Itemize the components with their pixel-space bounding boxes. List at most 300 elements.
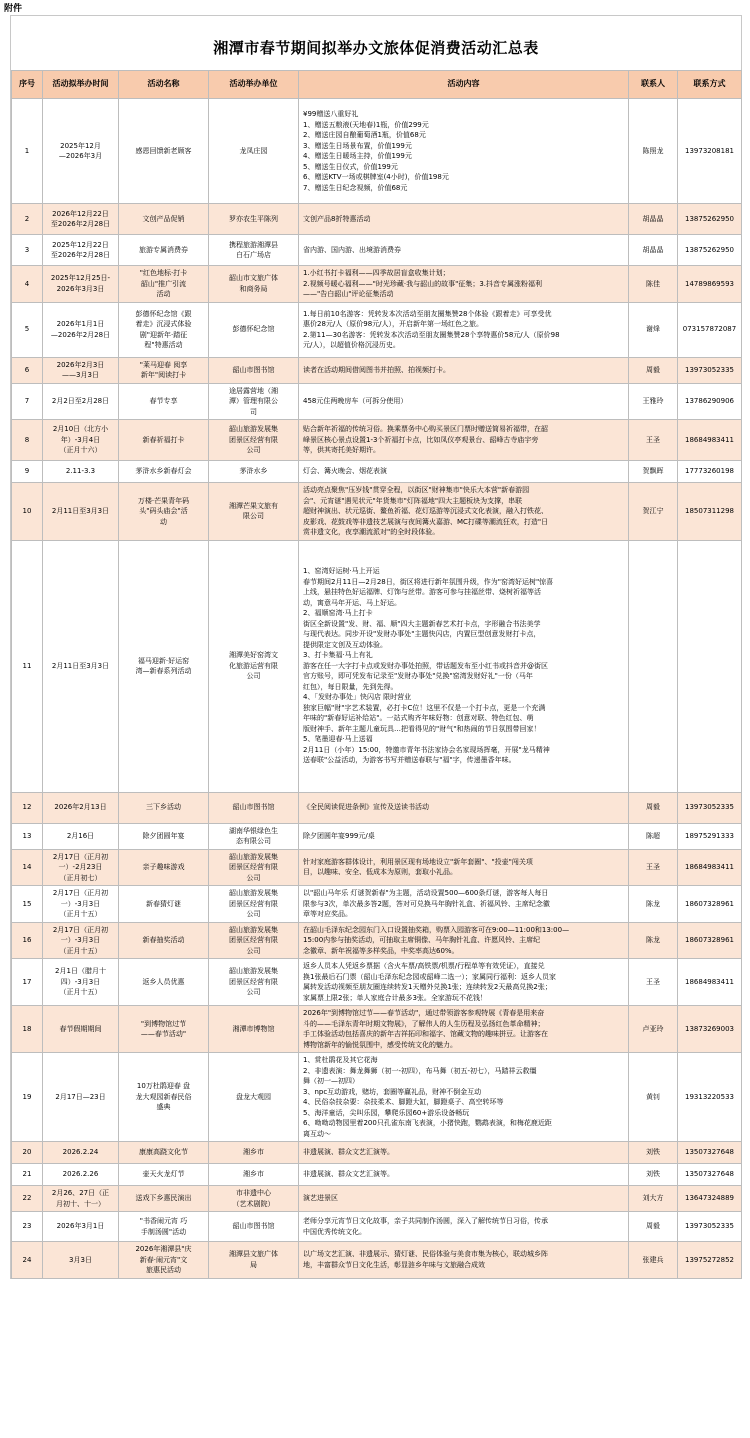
activity-content-line: 以广场文艺汇演、非遗展示、猜灯谜、民俗体验与美食市集为核心，联动城乡阵 [303,1250,548,1259]
activity-content [299,792,629,823]
activity-time [43,483,119,541]
activity-name-line: 盛典 [156,1103,171,1112]
activity-content-line: 演艺进景区 [303,1194,338,1203]
activity-content [299,886,629,923]
activity-name-line: 康康高跷文化节 [139,1148,188,1157]
contact-person: 刘大方 [629,1186,678,1212]
organizer-line: 韶山旅游发展集 [229,889,278,897]
activity-content-line: 游客在任一大字打卡点或发财办事处拍照，带话题发布至小红书或抖音并@街区 [303,661,548,670]
activity-content-line: 《全民阅读促进条例》宣传及送读书活动 [303,803,429,812]
activity-name-line: 头"码头庙会"活 [139,507,188,515]
activity-time-line: 春节假期期间 [59,1024,102,1033]
table-row [12,302,742,357]
activity-name [119,357,209,383]
col-header-content: 活动内容 [299,71,629,99]
row-number: 15 [12,886,43,923]
row-number: 17 [12,959,43,1006]
activity-time [43,959,119,1006]
contact-phone [678,540,742,792]
activity-name [119,420,209,461]
activity-content-line: 提供限定文创及互动体验。 [303,640,387,649]
row-number: 16 [12,922,43,959]
row-number: 19 [12,1053,43,1142]
activity-content [299,204,629,235]
activity-time-line: （正月十五） [59,946,102,955]
activity-time [43,1053,119,1142]
organizer-line: 公司 [246,910,261,918]
contact-phone: 18607328961 [678,886,742,923]
activity-content [299,383,629,420]
organizer [209,1053,299,1142]
activity-content-line: 返乡人员本人凭返乡票据（含火车票/高铁票/机票/行程单等有效凭证），直接兑 [303,962,545,970]
organizer-line: 公司 [246,946,261,955]
organizer-line: 公司 [246,873,261,882]
organizer-line: 局 [250,1260,257,1269]
contact-phone: 19313220533 [678,1053,742,1142]
activity-content-line: 舞（初一—初四） [303,1077,359,1085]
contact-person: 陈佳 [629,266,678,303]
contact-phone: 13873269003 [678,1006,742,1053]
organizer [209,235,299,266]
organizer-line: 白石广场店 [236,251,271,259]
col-header-contact: 联系人 [629,71,678,99]
table-row [12,1164,742,1186]
activity-name-line: 除夕团圆年宴 [142,831,185,840]
organizer-line: 公司 [246,988,261,997]
organizer [209,540,299,792]
activity-name-line: 旅游专属消费券 [139,245,188,254]
activity-time-line: 2025年12月25日- [50,274,111,283]
contact-phone: 13507327648 [678,1142,742,1164]
activity-name-line: 活动 [156,290,171,298]
activity-name [119,540,209,792]
organizer [209,99,299,204]
contact-phone: 18684983411 [678,420,742,461]
contact-person: 谢烽 [629,302,678,357]
organizer-line: 态有限公司 [236,837,271,845]
activity-name [119,1212,209,1242]
activity-content-line: 在韶山毛泽东纪念园东门入口设置抽奖箱，购票入园游客可在9:00—11:00和13:00— [303,925,570,934]
table-row [12,461,742,483]
activity-content-line: ——"告白韶山"评论征集活动 [303,290,394,298]
activity-time [43,1242,119,1279]
activity-content-line: 超财神演出、状元巡街、鳌鱼祈福、花灯巡游等沉浸式文化表演，融入打铁花、 [303,507,548,515]
activity-name-line: 程"特惠活动 [144,341,183,349]
activity-content-line: 5、海洋童话，尖叫乐园，攀爬乐园60+游乐设备畅玩 [303,1108,470,1117]
activity-content-line: 版财神手、新年主题儿童玩具…把看得见的"财气"和热闹的节日氛围带回家！ [303,724,541,733]
activity-content-line: 6、赠送KTV一场或棋牌室(4小时)，价值198元 [303,173,449,181]
activity-content-line: 2月11日（小年）15:00，特邀市青年书法家协会名家现场挥毫，开展"龙马精神 [303,745,550,754]
activity-content-line: 上线，悬挂特色好运福牌、灯饰与丝带。游客可参与挂福丝带、烧树祈福等活 [303,588,541,597]
organizer-line: 团景区经营有限 [229,435,278,444]
contact-phone: 073157872087 [678,302,742,357]
row-number: 2 [12,204,43,235]
activity-name [119,302,209,357]
activity-name-line: 壶天火龙灯节 [142,1170,185,1179]
activity-name [119,99,209,204]
activity-time-line: 2026.2.26 [62,1170,99,1179]
activity-content-line: 官方账号，即可凭发布记录至"发财办事处"兑换"窑湾发财好礼"一份（马年 [303,672,533,681]
contact-person: 周毅 [629,792,678,823]
contact-person: 陈照龙 [629,99,678,204]
activity-content-line: 峰景区核心景点设置1-3个祈福打卡点，比如凤仪亭观景台、韶峰古寺庙宇旁 [303,435,539,444]
organizer-line: 司 [250,407,257,416]
organizer [209,1212,299,1242]
organizer-line: 韶山旅游发展集 [229,425,278,434]
table-row [12,849,742,886]
organizer-line: 途居露营地（湘 [229,386,278,395]
activity-time [43,1142,119,1164]
row-number: 13 [12,823,43,849]
contact-person: 陈龙 [629,922,678,959]
activity-time [43,420,119,461]
activity-content-line: 家属票上限2张；单人家庭合计最多3张。全家游玩不花钱！ [303,993,487,1002]
activity-name-line: 亲子趣味游戏 [142,863,185,871]
organizer-line: 市非遗中心 [236,1189,271,1197]
contact-person: 周毅 [629,1212,678,1242]
activity-content [299,302,629,357]
activity-time [43,886,119,923]
activity-name-line: 新春抽奖活动 [142,936,185,944]
table-row [12,1053,742,1142]
row-number: 12 [12,792,43,823]
contact-person: 陈超 [629,823,678,849]
activity-content-line: 灯会、篝火晚会、烟花表演 [303,467,387,476]
activity-time-line: 至2026年2月28日 [50,251,111,259]
activity-time-line: （正月十六） [59,446,102,455]
organizer-line: 公司 [246,672,261,681]
row-number: 22 [12,1186,43,1212]
organizer-line: 彭德怀纪念馆 [232,325,275,334]
organizer [209,1164,299,1186]
organizer-line: 韶山市图书馆 [232,803,275,812]
activity-content-line: 属转发活动视频至朋友圈连续转发1天赠外兑换1张；连续转发2天最高兑换2张； [303,983,552,991]
activity-time-line: ——3月3日 [62,371,99,379]
organizer [209,922,299,959]
activity-content [299,1164,629,1186]
activity-name-line: 彭德怀纪念馆《跟 [135,309,192,318]
activity-time [43,922,119,959]
activity-content [299,99,629,204]
contact-phone: 13973052335 [678,792,742,823]
row-number: 23 [12,1212,43,1242]
activity-content-line: 2、赠送庄园自酿葡萄酒1瓶，价值68元 [303,131,426,139]
table-row [12,959,742,1006]
activity-content-line: 与现代表达。同步开设"发财办事处"主题快闪店，内置巨型创意发财打卡点， [303,630,541,639]
activity-time-line: 2026年3月1日 [56,1222,105,1231]
activity-content-line: 1.每日前10名游客：凭转发本次活动至朋友圈集赞28个体验《跟着走》可享受优 [303,309,552,318]
activity-time-line: 2月10日（北方小 [52,425,109,434]
activity-content [299,1242,629,1279]
activity-content-line: 5、笔墨迎春·马上送福 [303,735,373,744]
activity-content [299,235,629,266]
activity-name-line: 福马迎新·好运窑 [137,656,190,665]
contact-phone: 18684983411 [678,849,742,886]
activity-time [43,792,119,823]
table-row [12,99,742,204]
activity-time-line: 2026年3月3日 [56,284,105,293]
activity-time [43,823,119,849]
activity-content [299,357,629,383]
contact-phone: 13973208181 [678,99,742,204]
organizer-line: 化旅游运营有限 [229,661,278,670]
activity-time-line: 四）-3月3日 [60,977,101,986]
activity-content-line: 非遗展演、群众文艺汇演等。 [303,1148,394,1157]
activity-content-line: 贴合新年祈福的传统习俗。换乘票务中心购买景区门票时赠送简易祈福带，在韶 [303,425,548,434]
activity-content [299,1186,629,1212]
activity-content-line: 念徽章、新年祝福等多样奖品，中奖率高达60%。 [303,946,459,955]
activity-content-line: 2.第11—30名游客：凭转发本次活动至朋友圈集赞28个享特惠价58元/人（原价98 [303,330,560,339]
contact-person: 胡晶晶 [629,235,678,266]
contact-person: 王圣 [629,959,678,1006]
organizer-line: 韶山旅游发展集 [229,925,278,934]
activity-time [43,266,119,303]
activity-name-line: 龙大观园新春民俗 [135,1092,192,1101]
contact-phone: 18507311298 [678,483,742,541]
summary-sheet [10,15,742,1279]
activity-time-line: 2月26、27日（正 [51,1189,110,1197]
activity-content-line: 1、赏杜鹃花及其它花海 [303,1056,378,1064]
table-row [12,823,742,849]
row-number: 6 [12,357,43,383]
contact-phone: 18975291333 [678,823,742,849]
activity-name [119,383,209,420]
row-number: 18 [12,1006,43,1053]
activity-content-line: 2026年"到博物馆过节——春节活动"，通过带领游客参观特展《青春是用来奋 [303,1009,545,1017]
activity-name-line: ——春节活动" [140,1030,187,1038]
table-row [12,1212,742,1242]
activity-name-line: 新春·闹元宵"文 [139,1255,188,1264]
row-number: 7 [12,383,43,420]
organizer [209,823,299,849]
organizer-line: 湘乡市 [243,1148,264,1157]
activity-name-line: 新春祈福打卡 [142,435,185,444]
col-header-time: 活动拟举办时间 [43,71,119,99]
activity-time-line: 2026年2月13日 [54,803,107,812]
activity-content [299,823,629,849]
activity-time-line: （正月十五） [59,910,102,918]
table-row [12,922,742,959]
activity-time-line: 2月17日（正月初 [52,852,109,861]
activity-content-line: 458元住两晚房车（可拆分使用） [303,397,408,405]
table-row [12,1242,742,1279]
table-row [12,383,742,420]
activity-name-line: 旅惠民活动 [146,1266,181,1274]
activity-name [119,922,209,959]
activity-time-line: 2026.2.24 [62,1148,99,1157]
activity-content-line: 5、赠送生日仪式，价值199元 [303,162,398,171]
activity-content-line: 针对家庭游客群体设计，利用景区现有场地设立"新年套圈"、"投壶"闯关项 [303,857,533,866]
activity-name [119,483,209,541]
contact-person [629,540,678,792]
row-number: 3 [12,235,43,266]
activity-content-line: 皮影戏、花鼓戏等非遗技艺展演与夜间篝火嘉游、MC打碟等潮流狂欢，打造"日 [303,517,549,526]
row-number: 5 [12,302,43,357]
activity-content [299,461,629,483]
activity-time [43,1212,119,1242]
row-number: 4 [12,266,43,303]
activity-content-line: 中国优秀传统文化。 [303,1227,366,1236]
table-row [12,1186,742,1212]
activity-time-line: 2026年1月1日 [56,320,105,328]
row-number: 11 [12,540,43,792]
table-row [12,886,742,923]
activity-name [119,235,209,266]
activity-content-line: 3、npc互动游戏，赌坊，套圈等赢礼品，财神不倒金互动 [303,1087,482,1096]
row-number: 20 [12,1142,43,1164]
activity-time-line: 2月1日（腊月十 [55,967,106,976]
activity-content-line: 4、「发财办事处」快闪店 限时营业 [303,693,412,702]
activity-content-line: 1.小红书打卡福利——四季故居盲盒收集计划； [303,269,450,277]
activity-time-line: 2025年12月22日 [52,240,109,249]
activity-content-line: 会"、元宵谜"遇见状元"年货集市"灯阵福地"四大主题板块为支撑，串联 [303,496,523,505]
contact-person: 王圣 [629,420,678,461]
col-header-org: 活动举办单位 [209,71,299,99]
organizer [209,849,299,886]
activity-content [299,1212,629,1242]
activity-content-line: 春节期间2月11日—2月28日，街区将进行新年氛围升级，作为"窑湾好运树"惊喜 [303,577,554,586]
contact-person: 黄钊 [629,1053,678,1142]
activity-content [299,1006,629,1053]
activity-time [43,302,119,357]
activity-name [119,1053,209,1142]
activity-name [119,823,209,849]
contact-person: 刘铁 [629,1142,678,1164]
organizer [209,302,299,357]
activity-name [119,886,209,923]
organizer-line: （艺术剧院） [232,1199,275,1208]
contact-person: 张建兵 [629,1242,678,1279]
contact-phone: 18607328961 [678,922,742,959]
organizer [209,1242,299,1279]
activity-time [43,461,119,483]
activity-content-line: 章等对应奖品。 [303,910,352,918]
row-number: 24 [12,1242,43,1279]
activity-name [119,849,209,886]
activity-table [11,70,742,1279]
activity-content-line: 1、赠送五粮液(天地春)1瓶，价值299元 [303,120,429,129]
table-row [12,235,742,266]
activity-content-line: 年味的"新春好运补给站"。一站式购齐年味好物：创意对联、特色红包、萌 [303,714,534,723]
organizer-line: 韶山市图书馆 [232,365,275,374]
contact-person: 卢亚玲 [629,1006,678,1053]
row-number: 14 [12,849,43,886]
organizer-line: 团景区经营有限 [229,863,278,871]
activity-time-line: 2026年12月22日 [52,209,109,218]
activity-content-line: 等，供其寄托美好期许。 [303,446,380,455]
activity-name-line: 手制汤圆"活动 [140,1227,187,1236]
organizer-line: 团景区经营有限 [229,936,278,944]
organizer-line: 限公司 [243,512,264,521]
contact-phone: 13875262950 [678,235,742,266]
activity-content [299,266,629,303]
activity-time [43,204,119,235]
activity-time [43,849,119,886]
organizer-line: 罗亦农生平陈列 [229,214,278,223]
organizer-line: 团景区经营有限 [229,977,278,986]
row-number: 8 [12,420,43,461]
activity-content-line: 4、赠送生日暖场主持，价值199元 [303,152,412,160]
organizer-line: 湘潭县文旅广体 [229,1250,278,1259]
contact-person: 陈龙 [629,886,678,923]
activity-time-line: —2026年3月 [58,152,103,160]
activity-time-line: 2月2日至2月28日 [51,397,110,405]
activity-time [43,1186,119,1212]
organizer [209,461,299,483]
activity-time-line: 一）-2月23日 [58,863,103,871]
activity-name [119,1186,209,1212]
activity-content-line: 街区全新设置"发、财、福、顺"四大主题新春艺术打卡点，字形融合书法美学 [303,619,541,628]
activity-name-line: "书香闹元宵 巧 [139,1217,188,1225]
activity-time-line: 3月3日 [69,1255,92,1264]
activity-content [299,849,629,886]
activity-name-line: 感恩回馈新老顾客 [135,146,192,155]
organizer-line: 湘潭市博物馆 [232,1024,275,1033]
activity-content-line: 除夕团圆年宴999元/桌 [303,831,375,840]
contact-person: 贺飘晖 [629,461,678,483]
activity-name [119,461,209,483]
activity-content-line: 离互动～ [303,1129,331,1138]
organizer [209,483,299,541]
table-row [12,420,742,461]
activity-time [43,1006,119,1053]
activity-name-line: 送戏下乡惠民演出 [135,1194,192,1203]
organizer [209,383,299,420]
activity-name-line: 文创产品促销 [142,214,185,223]
activity-content [299,922,629,959]
contact-person: 王雅玲 [629,383,678,420]
activity-content-line: 15:00内参与抽奖活动，可抽取主席铜像、马年胸针礼盒、许愿风铃、主席纪 [303,936,541,944]
activity-content-line: 老师分享元宵节日文化故事，亲子共同制作汤圆，深入了解传统节日习俗，传承 [303,1217,548,1225]
activity-content-line: 3、打卡集福·马上有礼 [303,651,373,660]
activity-name-line: "红色地标·打卡 [139,269,188,277]
activity-time [43,235,119,266]
table-row [12,792,742,823]
activity-time-line: 一）-3月3日 [60,899,101,908]
activity-content-line: 博物馆新年的愉悦氛围中，感受传统文化的魅力。 [303,1040,457,1049]
activity-time-line: 2月17日（正月初 [52,925,109,934]
activity-name-line: 2026年湘潭县"庆 [135,1245,192,1253]
activity-name [119,1006,209,1053]
activity-content [299,540,629,792]
organizer-line: 韶山市图书馆 [232,1222,275,1231]
activity-name-line: 万楼·芒果青年码 [137,496,190,505]
organizer [209,266,299,303]
organizer [209,204,299,235]
contact-person: 胡晶晶 [629,204,678,235]
activity-time [43,383,119,420]
activity-content-line: 地，丰富群众节日文化生活，彰显涟乡年味与文旅融合成效 [303,1260,485,1269]
activity-name-line: 动 [160,517,167,526]
activity-name-line: 10万杜鹃迎春 盘 [136,1082,191,1091]
organizer [209,420,299,461]
activity-time-line: 一）-3月3日 [60,936,101,944]
activity-time-line: 2月11日至3月3日 [51,661,110,670]
activity-name-line: 新年"阅读打卡 [140,371,187,379]
contact-phone: 13507327648 [678,1164,742,1186]
activity-name-line: 韶山"推广引流 [140,279,187,288]
activity-name [119,959,209,1006]
activity-time [43,540,119,792]
activity-name-line: 春节专享 [149,397,178,405]
col-header-no: 序号 [12,71,43,99]
organizer [209,1142,299,1164]
organizer-line: 潭）管理有限公 [229,397,278,405]
activity-content-line: 目，以趣味、安全、低成本为原则，套取小礼品。 [303,868,457,877]
activity-content [299,483,629,541]
organizer-line: 韶山旅游发展集 [229,852,278,861]
organizer-line: 湘乡市 [243,1170,264,1179]
